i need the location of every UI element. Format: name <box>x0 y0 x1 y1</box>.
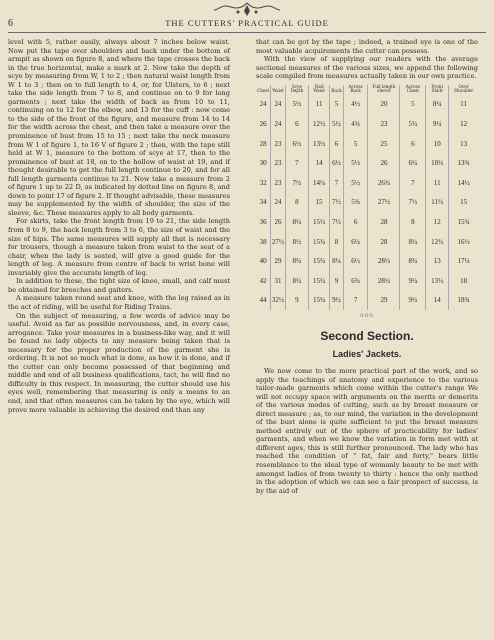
table-row <box>256 232 478 252</box>
table-cell: 6 <box>285 115 308 135</box>
page-number: 6 <box>8 17 13 29</box>
left-column <box>8 38 230 414</box>
table-cell: 8 <box>400 212 426 232</box>
table-header-row <box>256 85 478 95</box>
table-cell: 29 <box>368 291 400 311</box>
paragraph: We now come to the more practical part of the work, and so apply the teachings of anatomy and experience to the various tailor-made garments which come within the cutter's range We will not occupy space with arguments on the merits or demerits of the various modes of cutting, such as by breast measure or direct measure ; as, to our mind, the variation in the development of the bust alone is quite sufficient to put the breast measure method entirely out of the sphere of practicability for ladies' garments, and when we know the variation in form met with at different ages, this is still further pronounced. The lady who has reached the condition of " fat, fair and forty," bears little resemblance to the ideal type of womanly beauty to be met with amongst ladies of from twenty to thirty : hence the only method in the adoption of which we can see a fair prospect of success, is by the aid of <box>256 367 478 495</box>
table-cell: 23 <box>368 115 400 135</box>
table-cell: 11 <box>308 95 329 115</box>
table-cell: 8 <box>330 232 343 252</box>
table-cell: 6½ <box>343 252 368 272</box>
table-cell: 15¾ <box>308 271 329 291</box>
table-cell: 44 <box>256 291 271 311</box>
table-cell: 6 <box>343 212 368 232</box>
table-cell: 13½ <box>308 134 329 154</box>
table-cell: 8½ <box>285 232 308 252</box>
table-row <box>256 252 478 272</box>
table-header-cell: Over Shoulder <box>454 83 474 94</box>
table-header-cell: Full length sleeve <box>368 85 400 95</box>
table-header-cell: Scye Depth <box>285 85 308 95</box>
table-row <box>256 154 478 174</box>
table-cell: 8¼ <box>285 212 308 232</box>
table-cell: 34 <box>256 193 271 213</box>
table-cell: 23 <box>271 173 286 193</box>
table-cell: 12½ <box>308 115 329 135</box>
table-cell: 26 <box>368 154 400 174</box>
table-cell: 12 <box>460 120 468 129</box>
table-cell: 7 <box>343 291 368 311</box>
table-cell: 32 <box>256 173 271 193</box>
right-column <box>256 38 478 495</box>
table-row <box>256 173 478 193</box>
table-cell: 28½ <box>368 271 400 291</box>
table-cell: 26 <box>256 115 271 135</box>
table-cell: 7½ <box>400 193 426 213</box>
table-row <box>256 193 478 213</box>
table-cell: 26¾ <box>368 173 400 193</box>
table-cell: 9½ <box>330 291 343 311</box>
table-cell: 5½ <box>285 95 308 115</box>
table-cell: 4½ <box>343 95 368 115</box>
table-cell: 11 <box>426 173 449 193</box>
table-cell: 28 <box>368 212 400 232</box>
table-cell: 5½ <box>343 173 368 193</box>
table-cell: 16½ <box>457 237 470 246</box>
table-cell: 8 <box>285 193 308 213</box>
table-cell: 23 <box>271 154 286 174</box>
table-cell: 6½ <box>330 154 343 174</box>
table-cell: 13½ <box>426 271 449 291</box>
table-cell: 38 <box>256 232 271 252</box>
measures-table <box>256 85 478 311</box>
table-header-cell: Across Chest <box>400 85 426 95</box>
table-cell: 13 <box>460 139 468 148</box>
table-cell: 8¼ <box>400 232 426 252</box>
table-cell: 9 <box>285 291 308 311</box>
table-cell: 9¼ <box>400 271 426 291</box>
table-cell: 5 <box>343 134 368 154</box>
section-divider: ooo <box>360 312 374 320</box>
table-cell: 24 <box>271 193 286 213</box>
table-cell: 28 <box>256 134 271 154</box>
table-header-cell: Across Back <box>343 85 368 95</box>
table-cell: 36 <box>256 212 271 232</box>
table-cell: 14 <box>426 291 449 311</box>
table-cell: 15½ <box>308 212 329 232</box>
table-row <box>256 115 478 135</box>
table-cell: 14¼ <box>308 173 329 193</box>
table-row <box>256 134 478 154</box>
paragraph: A measure taken round seat and knee, with the leg raised as in the act of riding, will be useful for Riding Trains. <box>8 294 230 311</box>
table-cell: 12 <box>426 212 449 232</box>
table-cell: 5¾ <box>400 115 426 135</box>
table-row <box>256 271 478 291</box>
section-title: Second Section. <box>320 329 414 343</box>
table-cell: 18¾ <box>457 296 470 305</box>
table-cell: 8¼ <box>426 95 449 115</box>
table-cell: 13¾ <box>457 159 470 168</box>
table-cell: 10 <box>426 134 449 154</box>
table-cell: 5 <box>330 95 343 115</box>
table-row <box>256 291 478 311</box>
table-cell: 8¾ <box>285 271 308 291</box>
table-cell: 6½ <box>285 134 308 154</box>
table-cell: 14½ <box>457 178 470 187</box>
table-cell: 11½ <box>426 193 449 213</box>
table-cell: 6¼ <box>400 154 426 174</box>
table-cell: 15¾ <box>457 218 470 226</box>
paragraph: that can be got by the tape ; indeed, a trained eye is one of the most valuable acquirements the cutter can possess. <box>256 38 478 55</box>
table-cell: 5 <box>400 95 426 115</box>
table-cell: 5½ <box>343 154 368 174</box>
table-cell: 24 <box>271 115 286 135</box>
table-cell: 23 <box>271 134 286 154</box>
page-header <box>8 14 486 32</box>
table-cell: 7 <box>330 173 343 193</box>
table-header-cell: Waist <box>271 85 286 95</box>
table-cell: 5¾ <box>343 193 368 213</box>
paragraph: On the subject of measuring, a few words of advice may be useful. Avoid as far as possible nervousness, and, in every case, arrogance. Take your measures in a business-like way, and it will be found no lady objects to any measure being taken that is necessary for the proper production of the garment she is ordering. It is not so much what is done, as how it is done, and if the cutter can only become possessed of that beginning and middle and end of all business qualifications, tact, he will find no difficulty in this respect. In measuring, the cutter should use his eyes well, remembering that measuring is only a means to an end, and that often measures can be taken by the eye, which will prove more valuable in achieving the desired end than any <box>8 311 230 414</box>
table-cell: 11 <box>460 100 468 109</box>
table-cell: 7½ <box>330 193 343 213</box>
table-cell: 12½ <box>426 232 449 252</box>
table-cell: 10½ <box>426 154 449 174</box>
table-cell: 8¾ <box>285 252 308 272</box>
table-cell: 15¾ <box>308 252 329 272</box>
table-row <box>256 212 478 232</box>
table-cell: 27½ <box>271 232 286 252</box>
table-cell: 7½ <box>330 212 343 232</box>
table-cell: 6¾ <box>343 271 368 291</box>
table-cell: 5½ <box>330 115 343 135</box>
table-cell: 6 <box>400 134 426 154</box>
section-subtitle: Ladies' Jackets. <box>332 349 402 359</box>
table-cell: 26 <box>271 212 286 232</box>
table-cell: 15 <box>308 193 329 213</box>
table-cell: 4¾ <box>343 115 368 135</box>
table-header-cell: Natl Waist <box>308 85 329 95</box>
table-cell: 7 <box>285 154 308 174</box>
table-cell: 27½ <box>368 193 400 213</box>
header-rule <box>8 32 486 33</box>
table-cell: 25 <box>368 134 400 154</box>
table-cell: 18 <box>460 276 468 285</box>
table-cell: 15¾ <box>308 291 329 311</box>
table-cell: 29 <box>271 252 286 272</box>
table-cell: 24 <box>256 95 271 115</box>
table-header-cell: Back <box>330 85 343 95</box>
table-cell: 8¼ <box>330 252 343 272</box>
table-cell: 13 <box>426 252 449 272</box>
table-cell: 28½ <box>368 252 400 272</box>
table-cell: 6 <box>330 134 343 154</box>
table-cell: 8¾ <box>400 252 426 272</box>
table-cell: 17¼ <box>457 257 470 266</box>
table-cell: 28 <box>368 232 400 252</box>
table-header-cell: Front Shldr <box>426 85 449 95</box>
table-cell: 9¼ <box>426 115 449 135</box>
table-cell: 9 <box>330 271 343 291</box>
table-cell: 14 <box>308 154 329 174</box>
running-title: THE CUTTERS' PRACTICAL GUIDE <box>165 18 329 28</box>
table-cell: 24 <box>271 95 286 115</box>
table-cell: 6¼ <box>343 232 368 252</box>
paragraph: With the view of supplying our readers with the average sectional measures of the various sizes, we append the following scale compiled from measures actually taken in our own practice. <box>256 55 478 81</box>
table-cell: 7 <box>400 173 426 193</box>
paragraph: For skirts, take the front length from 19 to 21, the side length from 8 to 9, the back length from 3 to 6, the size of waist and the size of hips. The same measures will supply all that is necessary for trousers, though a measure taken from waist to the seat of a chair, when the lady is seated, will give a good guide for the length of leg. A measure from centre of back to wrist bone will invariably give the accurate length of leg. <box>8 217 230 277</box>
table-cell: 42 <box>256 271 271 291</box>
table-header-cell: Chest <box>256 85 271 95</box>
table-body <box>256 95 478 311</box>
paragraph: In addition to these, the tight size of knee, small, and calf must be obtained for breeches and gaiters. <box>8 277 230 294</box>
table-cell: 31 <box>271 271 286 291</box>
paragraph: level with 5, rather easily, always about 7 inches below waist. Now put the tape over shoulders and back under the bottom of armpit as shown on figure 8, and where the tape crosses the back in the true horizontal, make a mark at 2. Now take the depth of scye by measuring from W, 1 to 2 ; then natural waist length from W 1 to 3 ; then on to full length to 4, or, for Ulsters, to 6 ; next take the side length from 7 to 8, and continue on to 9 for long garments ; next take the width of back as from 10 to 11, continuing on to 12 for the elbow, and 13 for the cuff : now come to the side of the front of the figure, and measure from 14 to 14 for the width across the chest, and then take a measure over the prominence of bust from 15 to 15 ; next take the neck measure from W 1 of figure 1, to 16 V of figure 2 ; then, with the tape still held at W 1, measure to the bottom of scye at 17, then to the prominence of bust at 18, on to the hollow of waist at 19, and if thought desirable to get the full length continue to 20, and for all full length garments continue to 21. Now take a measure from 2 of figure 1 up to 22 D, as indicated by dotted line on figure 8, and down to point 17 of figure 2. If thought advisable, these measures may be supplemented by the width of shoulder, the size of the sleeve, &c. These measures apply to all body garments. <box>8 38 230 217</box>
table-cell: 40 <box>256 252 271 272</box>
table-cell: 20 <box>368 95 400 115</box>
table-row <box>256 95 478 115</box>
table-cell: 15 <box>460 198 468 207</box>
table-cell: 30 <box>256 154 271 174</box>
table-cell: 7½ <box>285 173 308 193</box>
table-cell: 9½ <box>400 291 426 311</box>
table-cell: 15¾ <box>308 232 329 252</box>
table-cell: 32½ <box>271 291 286 311</box>
